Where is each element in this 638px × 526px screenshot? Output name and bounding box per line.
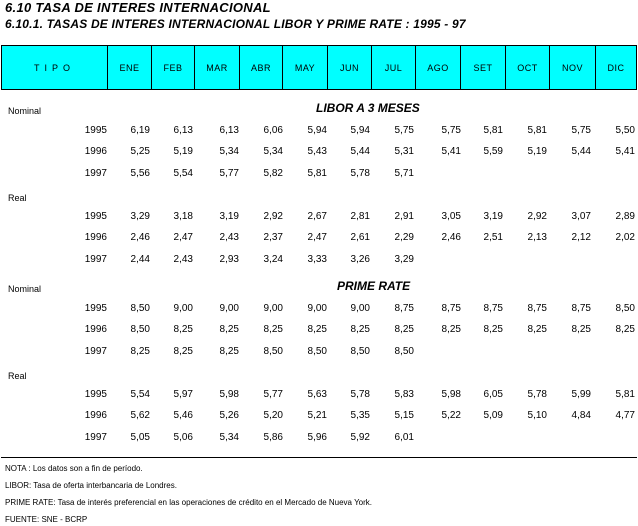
rate-value: 8,25 (173, 324, 193, 335)
header-month: ENE (108, 46, 152, 90)
rate-value: 2,47 (307, 232, 327, 243)
rate-value: 5,75 (394, 125, 414, 136)
rate-value: 6,13 (219, 125, 239, 136)
rate-value: 5,59 (483, 146, 503, 157)
rate-value: 3,24 (263, 254, 283, 265)
rate-value: 5,83 (394, 389, 414, 400)
rate-value: 2,46 (441, 232, 461, 243)
rate-value: 3,19 (219, 211, 239, 222)
row-year: 1997 (84, 432, 107, 443)
table-row (0, 146, 638, 160)
row-year: 1997 (84, 254, 107, 265)
header-month: ABR (240, 46, 283, 90)
row-year: 1996 (84, 232, 107, 243)
rate-value: 5,82 (263, 168, 283, 179)
rate-value: 5,41 (615, 146, 635, 157)
rate-value: 4,84 (571, 410, 591, 421)
table-row (0, 303, 638, 317)
rate-value: 2,91 (394, 211, 414, 222)
rate-value: 5,75 (441, 125, 461, 136)
rate-value: 8,25 (483, 324, 503, 335)
row-year: 1995 (84, 125, 107, 136)
rate-value: 8,75 (527, 303, 547, 314)
rate-value: 5,86 (263, 432, 283, 443)
rate-value: 5,92 (350, 432, 370, 443)
rate-value: 5,71 (394, 168, 414, 179)
rate-value: 2,43 (219, 232, 239, 243)
rate-value: 4,77 (615, 410, 635, 421)
group-label: Nominal (8, 284, 42, 294)
note-libor: LIBOR: Tasa de oferta interbancaria de Londres. (5, 481, 177, 490)
header-month: MAY (283, 46, 328, 90)
rate-value: 2,93 (219, 254, 239, 265)
table-header (1, 45, 637, 90)
rate-value: 5,56 (130, 168, 150, 179)
rate-value: 8,25 (441, 324, 461, 335)
rate-value: 5,98 (441, 389, 461, 400)
rate-value: 5,98 (219, 389, 239, 400)
rate-value: 5,94 (307, 125, 327, 136)
rate-value: 5,46 (173, 410, 193, 421)
rate-value: 2,92 (527, 211, 547, 222)
table-row (0, 432, 638, 446)
rate-value: 8,50 (394, 346, 414, 357)
rate-value: 3,18 (173, 211, 193, 222)
rate-value: 5,15 (394, 410, 414, 421)
rate-value: 6,01 (394, 432, 414, 443)
rate-value: 8,75 (394, 303, 414, 314)
rate-value: 2,46 (130, 232, 150, 243)
rate-value: 3,07 (571, 211, 591, 222)
header-tipo: TIPO (2, 46, 108, 90)
rate-value: 5,06 (173, 432, 193, 443)
rate-value: 2,51 (483, 232, 503, 243)
rate-value: 5,96 (307, 432, 327, 443)
rate-value: 5,21 (307, 410, 327, 421)
rate-value: 5,10 (527, 410, 547, 421)
rate-value: 8,25 (350, 324, 370, 335)
group-label: Real (8, 193, 27, 203)
table-row (0, 324, 638, 338)
group-label: Nominal (8, 106, 42, 116)
rate-value: 5,94 (350, 125, 370, 136)
rate-value: 5,26 (219, 410, 239, 421)
row-year: 1997 (84, 168, 107, 179)
note-prime: PRIME RATE: Tasa de interés preferencial en las operaciones de crédito en el Mercado de Nueva York. (5, 498, 373, 507)
rate-value: 5,44 (571, 146, 591, 157)
rate-value: 5,25 (130, 146, 150, 157)
rate-value: 2,81 (350, 211, 370, 222)
table-bottom-rule (1, 457, 637, 458)
rate-value: 8,25 (527, 324, 547, 335)
rate-value: 5,20 (263, 410, 283, 421)
rate-value: 8,25 (394, 324, 414, 335)
rate-value: 8,25 (173, 346, 193, 357)
rate-value: 8,25 (307, 324, 327, 335)
rate-value: 8,50 (615, 303, 635, 314)
rate-value: 8,75 (483, 303, 503, 314)
row-year: 1996 (84, 324, 107, 335)
rate-value: 2,92 (263, 211, 283, 222)
rate-value: 5,09 (483, 410, 503, 421)
rate-value: 8,25 (130, 346, 150, 357)
header-month: MAR (195, 46, 240, 90)
rate-value: 3,19 (483, 211, 503, 222)
header-month: FEB (152, 46, 195, 90)
rate-value: 5,75 (571, 125, 591, 136)
header-month: OCT (506, 46, 550, 90)
table-row (0, 346, 638, 360)
rate-value: 8,50 (263, 346, 283, 357)
rate-value: 8,25 (263, 324, 283, 335)
table-row (0, 389, 638, 403)
rate-value: 5,63 (307, 389, 327, 400)
note-nota: NOTA : Los datos son a fin de período. (5, 464, 143, 473)
rate-value: 5,41 (441, 146, 461, 157)
table-row (0, 232, 638, 246)
rate-value: 8,25 (219, 346, 239, 357)
rate-value: 8,25 (219, 324, 239, 335)
rate-value: 5,77 (263, 389, 283, 400)
rate-value: 3,26 (350, 254, 370, 265)
rate-value: 2,61 (350, 232, 370, 243)
table-subtitle: 6.10.1. TASAS DE INTERES INTERNACIONAL LIBOR Y PRIME RATE : 1995 - 97 (5, 17, 466, 31)
rate-value: 8,50 (130, 324, 150, 335)
row-year: 1996 (84, 410, 107, 421)
rate-value: 6,06 (263, 125, 283, 136)
rate-value: 2,12 (571, 232, 591, 243)
rate-value: 5,78 (527, 389, 547, 400)
rate-value: 3,33 (307, 254, 327, 265)
rate-value: 5,81 (527, 125, 547, 136)
rate-value: 8,50 (307, 346, 327, 357)
rate-value: 9,00 (307, 303, 327, 314)
row-year: 1995 (84, 389, 107, 400)
section-title: LIBOR A 3 MESES (316, 101, 420, 115)
row-year: 1995 (84, 303, 107, 314)
rate-value: 2,37 (263, 232, 283, 243)
rate-value: 5,81 (615, 389, 635, 400)
rate-value: 8,75 (571, 303, 591, 314)
group-label: Real (8, 371, 27, 381)
rate-value: 3,05 (441, 211, 461, 222)
rate-value: 9,00 (350, 303, 370, 314)
header-month: SET (461, 46, 506, 90)
rate-value: 5,78 (350, 168, 370, 179)
rate-value: 5,81 (307, 168, 327, 179)
rate-value: 5,34 (219, 432, 239, 443)
rate-value: 6,19 (130, 125, 150, 136)
rate-value: 6,13 (173, 125, 193, 136)
rate-value: 5,81 (483, 125, 503, 136)
header-month: JUL (372, 46, 416, 90)
header-month: JUN (328, 46, 372, 90)
header-month: DIC (596, 46, 637, 90)
rate-value: 2,02 (615, 232, 635, 243)
rate-value: 2,13 (527, 232, 547, 243)
rate-value: 8,25 (571, 324, 591, 335)
rate-value: 5,35 (350, 410, 370, 421)
rate-value: 5,19 (527, 146, 547, 157)
table-row (0, 168, 638, 182)
rate-value: 5,31 (394, 146, 414, 157)
rate-value: 5,34 (219, 146, 239, 157)
rate-value: 3,29 (130, 211, 150, 222)
rate-value: 5,62 (130, 410, 150, 421)
rate-value: 9,00 (263, 303, 283, 314)
rate-value: 6,05 (483, 389, 503, 400)
table-row (0, 410, 638, 424)
rate-value: 5,97 (173, 389, 193, 400)
rate-value: 5,05 (130, 432, 150, 443)
rate-value: 8,25 (615, 324, 635, 335)
section-title: PRIME RATE (337, 279, 411, 293)
rate-value: 8,50 (130, 303, 150, 314)
table-row (0, 125, 638, 139)
rate-value: 5,78 (350, 389, 370, 400)
row-year: 1995 (84, 211, 107, 222)
table-row (0, 211, 638, 225)
note-fuente: FUENTE: SNE - BCRP (5, 515, 88, 524)
rate-value: 9,00 (219, 303, 239, 314)
rate-value: 2,29 (394, 232, 414, 243)
rate-value: 5,44 (350, 146, 370, 157)
rate-value: 9,00 (173, 303, 193, 314)
rate-value: 5,99 (571, 389, 591, 400)
rate-value: 5,19 (173, 146, 193, 157)
rate-value: 5,43 (307, 146, 327, 157)
rate-value: 5,54 (173, 168, 193, 179)
row-year: 1996 (84, 146, 107, 157)
rate-value: 5,77 (219, 168, 239, 179)
rate-value: 2,89 (615, 211, 635, 222)
rate-value: 8,75 (441, 303, 461, 314)
header-month: AGO (416, 46, 461, 90)
rate-value: 2,43 (173, 254, 193, 265)
rate-value: 5,34 (263, 146, 283, 157)
rate-value: 2,44 (130, 254, 150, 265)
row-year: 1997 (84, 346, 107, 357)
rate-value: 5,22 (441, 410, 461, 421)
rate-value: 2,67 (307, 211, 327, 222)
rate-value: 8,50 (350, 346, 370, 357)
rate-value: 5,54 (130, 389, 150, 400)
rate-value: 3,29 (394, 254, 414, 265)
rate-value: 5,50 (615, 125, 635, 136)
page-title: 6.10 TASA DE INTERES INTERNACIONAL (5, 0, 271, 15)
header-month: NOV (550, 46, 596, 90)
rate-value: 2,47 (173, 232, 193, 243)
table-row (0, 254, 638, 268)
